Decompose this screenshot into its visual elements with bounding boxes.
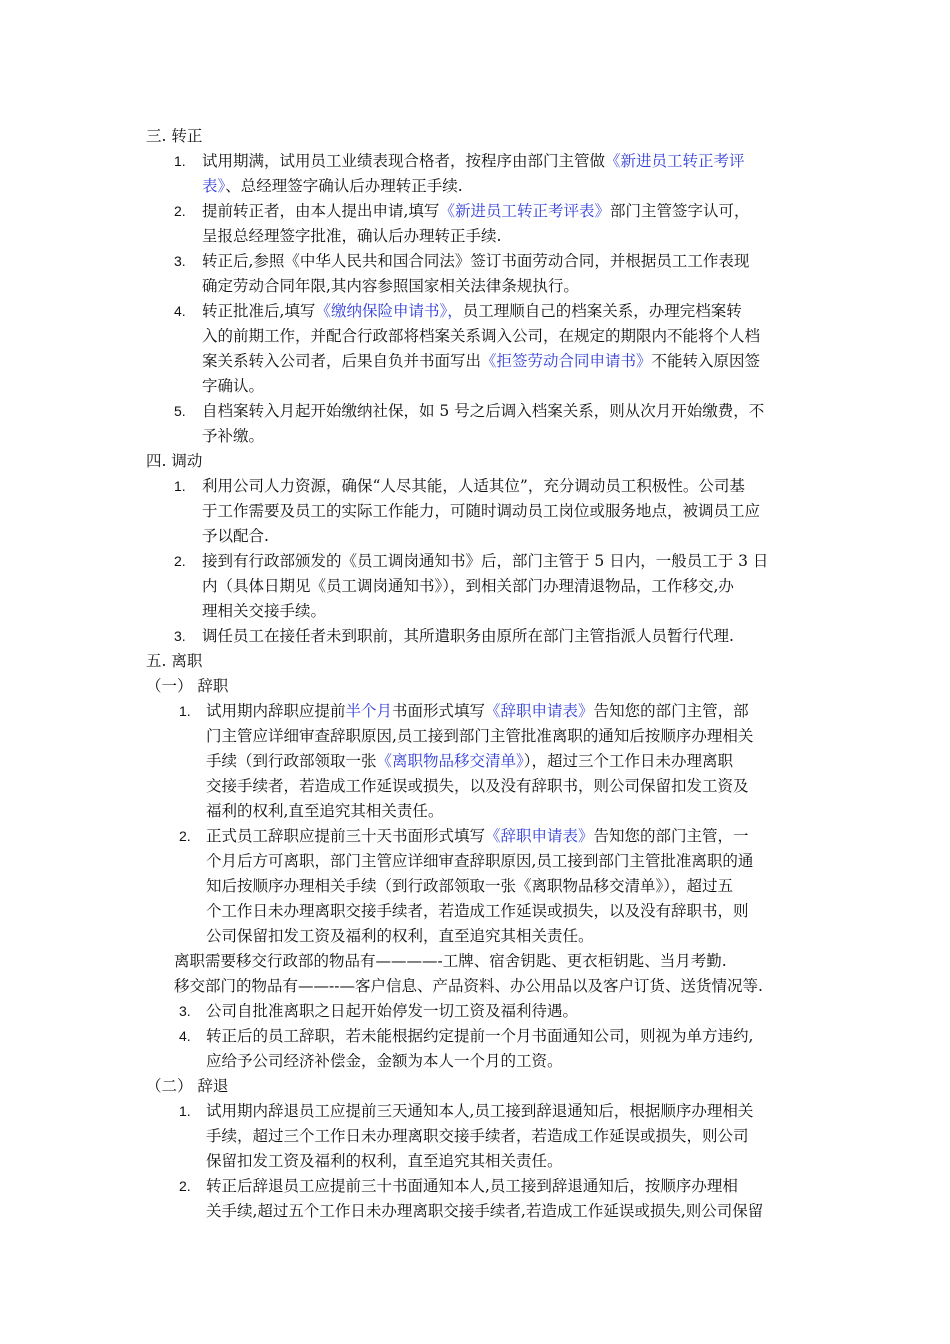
list-number: 3. bbox=[174, 628, 186, 644]
list-item-line: 公司自批准离职之日起开始停发一切工资及福利待遇。 bbox=[206, 1002, 579, 1020]
list-item-line: 保留扣发工资及福利的权利，直至追究其相关责任。 bbox=[206, 1152, 563, 1170]
list-item-line: 接到有行政部颁发的《员工调岗通知书》后，部门主管于 5 日内，一般员工于 3 日 bbox=[202, 552, 769, 570]
list-number: 2. bbox=[174, 553, 186, 569]
list-item-line: 理相关交接手续。 bbox=[202, 602, 327, 620]
form-reference-link: 《辞职申请表》 bbox=[485, 827, 594, 845]
list-item-line: 转正后的员工辞职，若未能根据约定提前一个月书面通知公司，则视为单方违约, bbox=[206, 1027, 754, 1045]
list-item-line: 于工作需要及员工的实际工作能力，可随时调动员工岗位或服务地点，被调员工应 bbox=[202, 502, 761, 520]
list-item-line: 福利的权利,直至追究其相关责任。 bbox=[206, 802, 444, 820]
list-item-line: 调任员工在接任者未到职前，其所遣职务由原所在部门主管指派人员暂行代理. bbox=[202, 627, 734, 645]
list-number: 4. bbox=[174, 303, 186, 319]
list-number: 2. bbox=[179, 828, 191, 844]
highlight-text: 半个月 bbox=[345, 702, 393, 720]
list-number: 1. bbox=[174, 153, 186, 169]
list-number: 4. bbox=[179, 1028, 191, 1044]
list-item-line: 应给予公司经济补偿金，金额为本人一个月的工资。 bbox=[206, 1052, 563, 1070]
paragraph: 移交部门的物品有——--—客户信息、产品资料、办公用品以及客户订货、送货情况等. bbox=[174, 977, 763, 995]
list-item-line: 确定劳动合同年限,其内容参照国家相关法律条规执行。 bbox=[202, 277, 579, 295]
list-item-line: 予以配合. bbox=[202, 527, 269, 545]
form-reference-link: 表》 bbox=[202, 177, 226, 195]
form-reference-link: 《新进员工转正考评 bbox=[605, 152, 745, 170]
list-item-line: 门主管应详细审查辞职原因,员工接到部门主管批准离职的通知后按顺序办理相关 bbox=[206, 727, 754, 745]
list-item-line: 知后按顺序办理相关手续（到行政部领取一张《离职物品移交清单》），超过五 bbox=[206, 877, 734, 895]
form-reference-link: 《辞职申请表》 bbox=[485, 702, 594, 720]
subsection-heading: （一） 辞职 bbox=[146, 677, 229, 695]
section-heading: 五. 离职 bbox=[146, 652, 203, 670]
list-item-line: 表》、总经理签字确认后办理转正手续. bbox=[202, 177, 463, 195]
list-number: 3. bbox=[179, 1003, 191, 1019]
list-item-line: 转正批准后,填写《缴纳保险申请书》，员工理顺自己的档案关系，办理完档案转 bbox=[202, 302, 742, 320]
list-item-line: 交接手续者，若造成工作延误或损失，以及没有辞职书，则公司保留扣发工资及 bbox=[206, 777, 749, 795]
list-item-line: 案关系转入公司者，后果自负并书面写出《拒签劳动合同申请书》不能转入原因签 bbox=[202, 352, 761, 370]
list-item-line: 自档案转入月起开始缴纳社保，如 5 号之后调入档案关系，则从次月开始缴费，不 bbox=[202, 402, 765, 420]
list-number: 1. bbox=[179, 1103, 191, 1119]
list-item-line: 个工作日未办理离职交接手续者，若造成工作延误或损失，以及没有辞职书，则 bbox=[206, 902, 749, 920]
section-heading: 三. 转正 bbox=[146, 127, 203, 145]
list-item-line: 转正后,参照《中华人民共和国合同法》签订书面劳动合同，并根据员工工作表现 bbox=[202, 252, 750, 270]
list-item-line: 试用期内辞退员工应提前三天通知本人,员工接到辞退通知后，根据顺序办理相关 bbox=[206, 1102, 754, 1120]
subsection-heading: （二） 辞退 bbox=[146, 1077, 229, 1095]
list-item-line: 手续，超过三个工作日未办理离职交接手续者，若造成工作延误或损失，则公司 bbox=[206, 1127, 749, 1145]
list-number: 2. bbox=[174, 203, 186, 219]
list-number: 5. bbox=[174, 403, 186, 419]
section-heading: 四. 调动 bbox=[146, 452, 203, 470]
list-item-line: 予补缴。 bbox=[202, 427, 265, 445]
list-item-line: 关手续,超过五个工作日未办理离职交接手续者,若造成工作延误或损失,则公司保留 bbox=[206, 1202, 764, 1220]
list-number: 2. bbox=[179, 1178, 191, 1194]
list-item-line: 正式员工辞职应提前三十天书面形式填写《辞职申请表》告知您的部门主管，一 bbox=[206, 827, 749, 845]
list-item-line: 手续（到行政部领取一张《离职物品移交清单》），超过三个工作日未办理离职 bbox=[206, 752, 734, 770]
form-reference-link: 《新进员工转正考评表》 bbox=[439, 202, 610, 220]
list-item-line: 个月后方可离职，部门主管应详细审查辞职原因,员工接到部门主管批准离职的通 bbox=[206, 852, 754, 870]
list-item-line: 入的前期工作，并配合行政部将档案关系调入公司，在规定的期限内不能将个人档 bbox=[202, 327, 761, 345]
list-item-line: 公司保留扣发工资及福利的权利，直至追究其相关责任。 bbox=[206, 927, 594, 945]
list-item-line: 字确认。 bbox=[202, 377, 265, 395]
list-number: 1. bbox=[174, 478, 186, 494]
list-item-line: 呈报总经理签字批准，确认后办理转正手续. bbox=[202, 227, 502, 245]
form-reference-link: 《拒签劳动合同申请书》 bbox=[481, 352, 652, 370]
list-item-line: 提前转正者，由本人提出申请,填写《新进员工转正考评表》部门主管签字认可， bbox=[202, 202, 750, 220]
list-item-line: 试用期内辞职应提前半个月书面形式填写《辞职申请表》告知您的部门主管，部 bbox=[206, 702, 749, 720]
list-item-line: 试用期满，试用员工业绩表现合格者，按程序由部门主管做《新进员工转正考评 bbox=[202, 152, 745, 170]
list-item-line: 利用公司人力资源，确保“人尽其能，人适其位”，充分调动员工积极性。公司基 bbox=[202, 477, 745, 495]
list-number: 3. bbox=[174, 253, 186, 269]
paragraph: 离职需要移交行政部的物品有————-工牌、宿舍钥匙、更衣柜钥匙、当月考勤. bbox=[174, 952, 727, 970]
form-reference-link: 《缴纳保险申请书》， bbox=[315, 302, 463, 320]
list-item-line: 转正后辞退员工应提前三十书面通知本人,员工接到辞退通知后，按顺序办理相 bbox=[206, 1177, 738, 1195]
list-item-line: 内（具体日期见《员工调岗通知书》），到相关部门办理清退物品，工作移交,办 bbox=[202, 577, 734, 595]
form-reference-link: 《离职物品移交清单》 bbox=[376, 752, 524, 770]
list-number: 1. bbox=[179, 703, 191, 719]
